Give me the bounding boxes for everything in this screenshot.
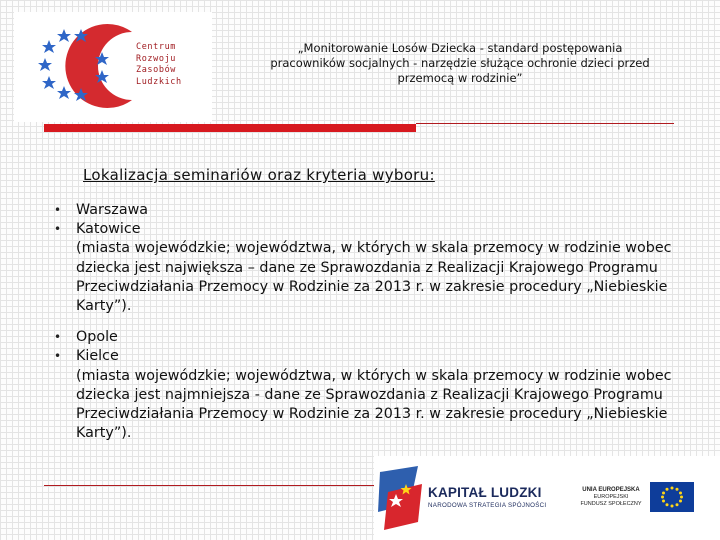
kapital-ludzki-subtitle: NARODOWA STRATEGIA SPÓJNOŚCI [428, 502, 547, 509]
list-item [52, 220, 672, 239]
location-group [52, 201, 672, 316]
eu-label-line: UNIA EUROPEJSKA [582, 487, 640, 493]
thin-divider-line [416, 123, 674, 124]
logo-line: Rozwoju [136, 53, 177, 64]
logo-line: Ludzkich [136, 76, 182, 87]
bottom-divider-line [44, 485, 374, 486]
header-title-line: pracowników socjalnych - narzędzie służące ochronie dzieci przed [270, 56, 650, 70]
city-name: Warszawa [76, 202, 149, 218]
crescent-shape [65, 24, 132, 108]
page-header-title [250, 41, 670, 86]
header-title-line: „Monitorowanie Losów Dziecka - standard postępowania [297, 41, 623, 55]
logo-line: Centrum [136, 42, 177, 52]
eu-label-line: EUROPEJSKI [593, 494, 629, 500]
city-name: Opole [76, 329, 118, 346]
bullet-icon: • [54, 349, 62, 364]
bullet-icon: • [54, 203, 62, 217]
location-group [52, 328, 672, 443]
city-name: Kielce [76, 348, 119, 365]
list-item [52, 328, 672, 347]
content-list [52, 201, 672, 455]
footer-logos [374, 456, 720, 540]
eu-label [580, 486, 642, 508]
section-heading: Lokalizacja seminariów oraz kryteria wyboru: [83, 166, 435, 184]
logo-line: Zasobów [136, 65, 177, 75]
eu-flag-icon [650, 482, 694, 512]
kapital-ludzki-logo-icon [378, 464, 428, 534]
criteria-description: (miasta wojewódzkie; województwa, w których w skala przemocy w rodzinie wobec dziecka jest największa – dane ze Sprawozdania z Realizacji Krajowego Programu Przeciwdziałania Przemocy w Rodzinie za 2013 r. w zakresie procedury „Niebieskie Karty”). [76, 240, 672, 315]
bullet-icon: • [54, 330, 62, 345]
bullet-icon: • [54, 222, 62, 237]
list-item [52, 201, 672, 220]
list-item [52, 347, 672, 366]
header-title-line: przemocą w rodzinie” [397, 71, 523, 85]
kapital-ludzki-title: KAPITAŁ LUDZKI [428, 485, 542, 500]
eu-label-line: FUNDUSZ SPOŁECZNY [580, 501, 642, 507]
red-divider-bar [44, 124, 416, 132]
crzl-logo [14, 12, 212, 122]
crzl-logo-text [136, 42, 208, 88]
criteria-description: (miasta wojewódzkie; województwa, w których w skala przemocy w rodzinie wobec dziecka jest najmniejsza - dane ze Sprawozdania z Realizacji Krajowego Programu Przeciwdziałania Przemocy w Rodzinie za 2013 r. w zakresie procedury „Niebieskie Karty”). [76, 367, 672, 442]
eu-stars-icon [650, 482, 694, 512]
city-name: Katowice [76, 221, 141, 238]
